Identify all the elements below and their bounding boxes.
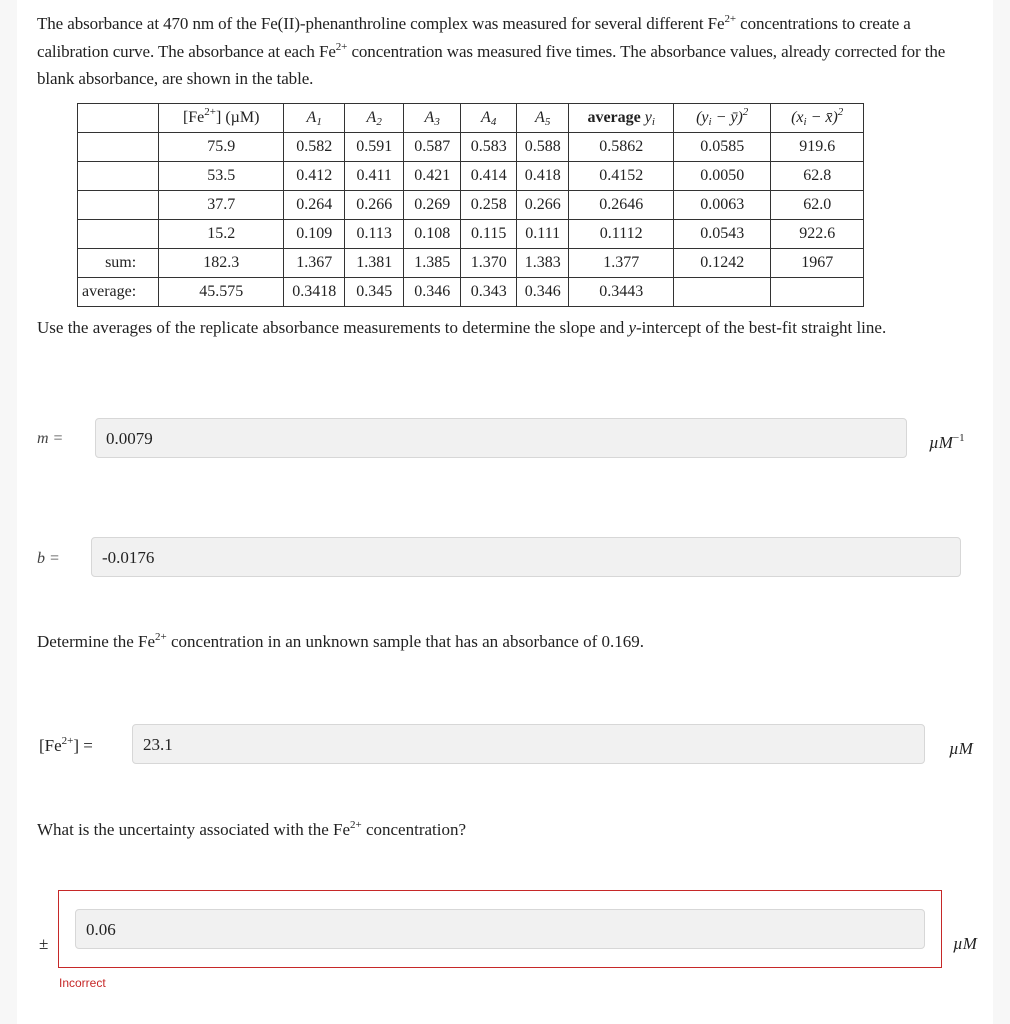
- cell-a1: 0.582: [284, 133, 345, 162]
- cell-xdev: [771, 278, 864, 307]
- uncertainty-question: What is the uncertainty associated with the $Fe^{2+}$ concentration?: [37, 819, 467, 839]
- cell-a5: 0.111: [517, 220, 569, 249]
- cell-xdev: 1967: [771, 249, 864, 278]
- concentration-input[interactable]: 23.1: [132, 724, 925, 764]
- cell-conc: 37.7: [159, 191, 284, 220]
- cell-a2: 0.591: [345, 133, 404, 162]
- cell-a3: 0.421: [404, 162, 461, 191]
- cell-a1: 0.3418: [284, 278, 345, 307]
- uncertainty-input[interactable]: 0.06: [75, 909, 925, 949]
- cell-ydev: 0.0050: [674, 162, 771, 191]
- cell-a3: 0.587: [404, 133, 461, 162]
- header-a2: $A_2$: [345, 104, 404, 133]
- header-a5: $A_5$: [517, 104, 569, 133]
- slope-label: m =: [37, 430, 64, 447]
- cell-a2: 0.411: [345, 162, 404, 191]
- cell-a4: 0.343: [461, 278, 517, 307]
- cell-avg: 0.2646: [569, 191, 674, 220]
- concentration-unit: µM: [949, 739, 973, 758]
- table-row: [78, 278, 864, 307]
- cell-a3: 1.385: [404, 249, 461, 278]
- cell-ydev: 0.1242: [674, 249, 771, 278]
- question-panel: [17, 0, 993, 1024]
- cell-label: [78, 162, 159, 191]
- cell-conc: 45.575: [159, 278, 284, 307]
- table-row: [78, 162, 864, 191]
- cell-avg: 1.377: [569, 249, 674, 278]
- cell-ydev: 0.0543: [674, 220, 771, 249]
- cell-label: average:: [78, 278, 159, 307]
- cell-ydev: 0.0585: [674, 133, 771, 162]
- cell-conc: 182.3: [159, 249, 284, 278]
- cell-label: [78, 191, 159, 220]
- concentration-question: Determine the $Fe^{2+}$ concentration in an unknown sample that has an absorbance of 0.169.: [37, 631, 645, 651]
- table-row: [78, 133, 864, 162]
- cell-conc: 75.9: [159, 133, 284, 162]
- cell-a4: 0.583: [461, 133, 517, 162]
- concentration-label: $[Fe^{2+}]$ =: [39, 735, 93, 755]
- cell-a2: 0.345: [345, 278, 404, 307]
- problem-intro: The absorbance at 470 nm of the Fe(II)-phenanthroline complex was measured for several different $Fe^{2+}$ concentrations to create a calibration curve. The absorbance at each $Fe^{2+}$ concentration was measured five times. The absorbance values, already corrected for the blank absorbance, are shown in the table.: [37, 13, 946, 88]
- header-a4: $A_4$: [461, 104, 517, 133]
- cell-a4: 0.115: [461, 220, 517, 249]
- absorbance-table: [77, 103, 864, 307]
- cell-avg: 0.1112: [569, 220, 674, 249]
- cell-avg: 0.3443: [569, 278, 674, 307]
- cell-a4: 0.414: [461, 162, 517, 191]
- cell-a5: 0.346: [517, 278, 569, 307]
- cell-a5: 0.266: [517, 191, 569, 220]
- cell-a2: 0.266: [345, 191, 404, 220]
- header-conc: $[Fe^{2+}]$ (µM): [159, 104, 284, 133]
- cell-a3: 0.346: [404, 278, 461, 307]
- cell-a5: 1.383: [517, 249, 569, 278]
- cell-ydev: 0.0063: [674, 191, 771, 220]
- cell-avg: 0.4152: [569, 162, 674, 191]
- cell-a1: 1.367: [284, 249, 345, 278]
- cell-a2: 0.113: [345, 220, 404, 249]
- cell-a5: 0.588: [517, 133, 569, 162]
- header-label-col: [78, 104, 159, 133]
- cell-xdev: 922.6: [771, 220, 864, 249]
- cell-a3: 0.269: [404, 191, 461, 220]
- cell-label: sum:: [78, 249, 159, 278]
- uncertainty-unit: µM: [953, 934, 977, 953]
- cell-xdev: 919.6: [771, 133, 864, 162]
- cell-a1: 0.109: [284, 220, 345, 249]
- cell-a4: 0.258: [461, 191, 517, 220]
- intercept-label: b =: [37, 550, 60, 567]
- table-row: [78, 191, 864, 220]
- fit-question: Use the averages of the replicate absorbance measurements to determine the slope and y-intercept of the best-fit straight line.: [37, 318, 887, 337]
- header-average: average $y_i$: [569, 104, 674, 133]
- header-a3: $A_3$: [404, 104, 461, 133]
- cell-label: [78, 220, 159, 249]
- table-row: [78, 220, 864, 249]
- cell-ydev: [674, 278, 771, 307]
- cell-label: [78, 133, 159, 162]
- cell-a1: 0.264: [284, 191, 345, 220]
- cell-xdev: 62.8: [771, 162, 864, 191]
- header-x-dev: ($x_i$ − x̄)$^2$: [771, 104, 864, 133]
- cell-a3: 0.108: [404, 220, 461, 249]
- incorrect-feedback: Incorrect: [59, 976, 106, 990]
- cell-a2: 1.381: [345, 249, 404, 278]
- cell-conc: 15.2: [159, 220, 284, 249]
- table-header-row: [78, 104, 864, 133]
- header-a1: $A_1$: [284, 104, 345, 133]
- cell-xdev: 62.0: [771, 191, 864, 220]
- intercept-input[interactable]: -0.0176: [91, 537, 961, 577]
- header-y-dev: ($y_i$ − ȳ)$^2$: [674, 104, 771, 133]
- cell-a1: 0.412: [284, 162, 345, 191]
- cell-a4: 1.370: [461, 249, 517, 278]
- cell-conc: 53.5: [159, 162, 284, 191]
- cell-avg: 0.5862: [569, 133, 674, 162]
- plus-minus-sign: ±: [39, 934, 49, 953]
- table-row: [78, 249, 864, 278]
- cell-a5: 0.418: [517, 162, 569, 191]
- slope-unit: µM$^{-1}$: [929, 432, 965, 452]
- slope-input[interactable]: 0.0079: [95, 418, 907, 458]
